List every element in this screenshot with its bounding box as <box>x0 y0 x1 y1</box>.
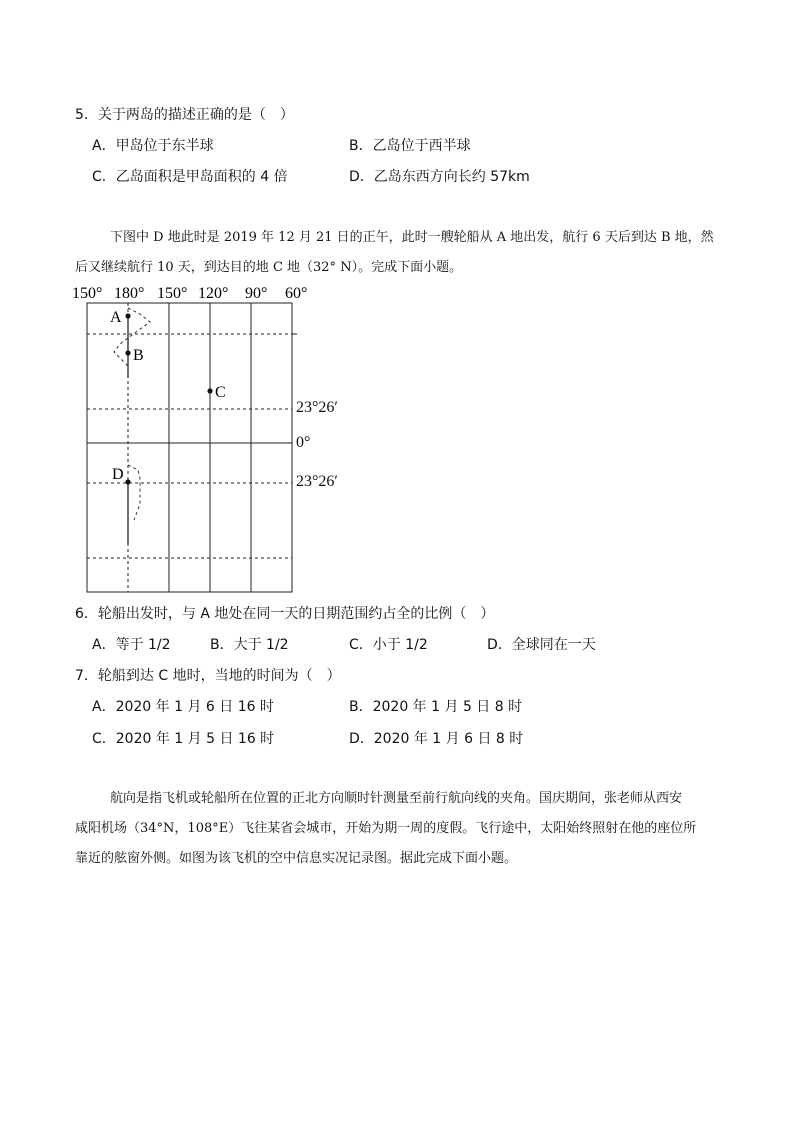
lon-label-150: 150° <box>157 285 188 302</box>
point-c-marker <box>207 388 212 393</box>
international-date-line-south <box>128 465 140 520</box>
point-b-label: B <box>133 347 144 364</box>
intro1-line2: 后又继续航行 10 天，到达目的地 C 地（32° N）。完成下面小题。 <box>75 260 463 275</box>
q6-option-a[interactable]: A．等于 1/2 <box>92 637 171 653</box>
point-d-marker <box>125 479 130 484</box>
lat-label-tropic-north: 23°26′ <box>296 399 338 416</box>
point-b-marker <box>125 350 130 355</box>
q6-option-b[interactable]: B．大于 1/2 <box>210 637 289 653</box>
lon-label-120: 120° <box>198 285 229 302</box>
intro1-line1: 下图中 D 地此时是 2019 年 12 月 21 日的正午，此时一艘轮船从 A 地出发，航行 6 天后到达 B 地，然 <box>110 230 714 245</box>
lon-label-180: 180° <box>114 285 145 302</box>
q5-option-a[interactable]: A．甲岛位于东半球 <box>92 138 214 154</box>
q7-option-a[interactable]: A．2020 年 1 月 6 日 16 时 <box>92 699 274 715</box>
point-d-label: D <box>112 466 124 483</box>
lat-label-tropic-south: 23°26′ <box>296 473 338 490</box>
q7-option-c[interactable]: C．2020 年 1 月 5 日 16 时 <box>92 731 275 747</box>
q7-option-d[interactable]: D．2020 年 1 月 6 日 8 时 <box>349 731 524 747</box>
point-a-label: A <box>110 309 122 326</box>
lon-label-90: 90° <box>245 285 268 302</box>
intro2-line2: 咸阳机场（34°N，108°E）飞往某省会城市，开始为期一周的度假。飞行途中，太阳始终照射在他的座位所 <box>75 821 697 836</box>
q5-option-c[interactable]: C．乙岛面积是甲岛面积的 4 倍 <box>92 169 288 185</box>
lat-label-equator: 0° <box>296 434 311 451</box>
point-c-label: C <box>215 384 226 401</box>
intro2-line1: 航向是指飞机或轮船所在位置的正北方向顺时针测量至前行航向线的夹角。国庆期间，张老师从西安 <box>110 791 683 806</box>
lon-label-150w: 150° <box>72 285 103 302</box>
q6-option-d[interactable]: D．全球同在一天 <box>487 637 596 653</box>
q5-option-b[interactable]: B．乙岛位于西半球 <box>349 138 471 154</box>
intro2-line3: 靠近的舷窗外侧。如图为该飞机的空中信息实况记录图。据此完成下面小题。 <box>75 851 518 866</box>
q6-stem: 6．轮船出发时，与 A 地处在同一天的日期范围约占全的比例（ ） <box>75 606 495 622</box>
q5-option-d[interactable]: D．乙岛东西方向长约 57km <box>349 169 530 185</box>
lon-label-60: 60° <box>285 285 308 302</box>
q5-stem: 5．关于两岛的描述正确的是（ ） <box>75 107 294 123</box>
q6-option-c[interactable]: C．小于 1/2 <box>349 637 428 653</box>
q7-stem: 7．轮船到达 C 地时，当地的时间为（ ） <box>75 668 341 684</box>
q7-option-b[interactable]: B．2020 年 1 月 5 日 8 时 <box>349 699 523 715</box>
point-a-marker <box>125 313 130 318</box>
